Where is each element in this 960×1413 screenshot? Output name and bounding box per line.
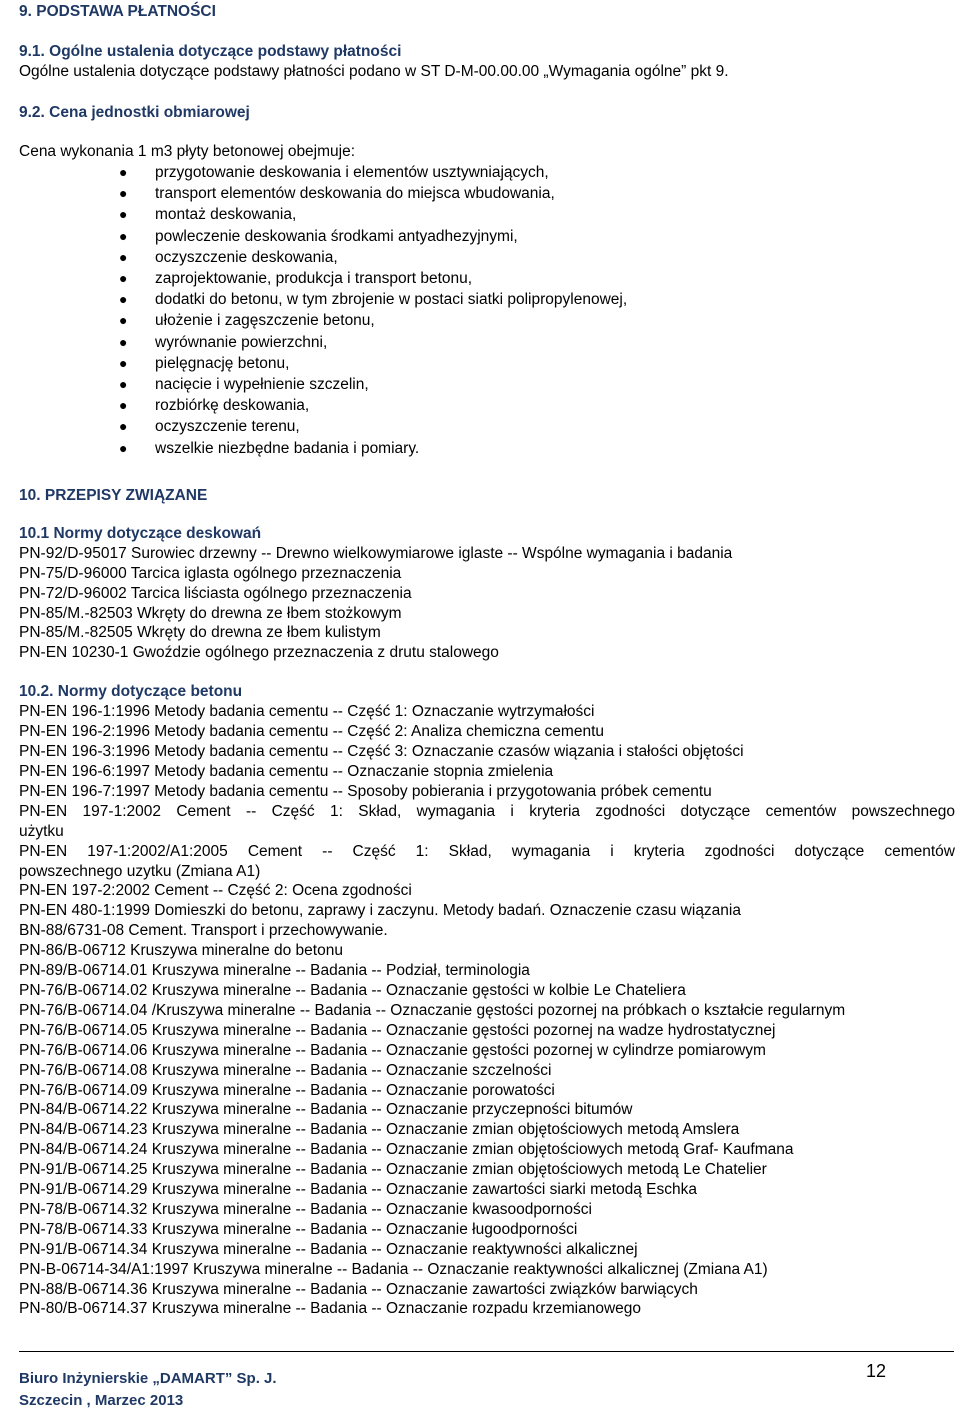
list-item	[19, 268, 955, 289]
list-item	[19, 183, 955, 204]
bullet-icon: ●	[119, 270, 128, 287]
list-item-text: pielęgnację betonu,	[155, 354, 290, 372]
bullet-icon: ●	[119, 227, 128, 244]
bullet-icon: ●	[119, 376, 128, 393]
standard-item-continuation: powszechnego uzytku (Zmiana A1)	[19, 862, 261, 880]
list-item-text: transport elementów deskowania do miejsca wbudowania,	[155, 185, 555, 203]
list-item	[19, 226, 955, 247]
standard-item: PN-EN 196-7:1997 Metody badania cementu -- Sposoby pobierania i przygotowania próbek cementu	[19, 782, 712, 800]
list-item-text: zaprojektowanie, produkcja i transport betonu,	[155, 270, 473, 288]
standard-item: PN-EN 197-1:2002 Cement -- Część 1: Skład, wymagania i kryteria zgodności dotyczące cementów powszechnego	[19, 802, 955, 820]
bullet-icon: ●	[119, 439, 128, 456]
standard-item: PN-EN 196-3:1996 Metody badania cementu -- Część 3: Oznaczanie czasów wiązania i stałości objętości	[19, 743, 744, 761]
section-10-1-title: 10.1 Normy dotyczące deskowań	[19, 524, 262, 542]
standard-item: PN-91/B-06714.29 Kruszywa mineralne -- Badania -- Oznaczanie zawartości siarki metodą Eschka	[19, 1181, 697, 1199]
cost-components-list	[19, 162, 955, 459]
standard-item: PN-78/B-06714.32 Kruszywa mineralne -- Badania -- Oznaczanie kwasoodporności	[19, 1200, 592, 1218]
bullet-icon: ●	[119, 418, 128, 435]
section-9-2-title: 9.2. Cena jednostki obmiarowej	[19, 104, 250, 121]
standard-item: PN-76/B-06714.04 /Kruszywa mineralne -- Badania -- Oznaczanie gęstości pozornej na próbkach o kształcie regularnym	[19, 1001, 846, 1019]
standard-item: PN-B-06714-34/A1:1997 Kruszywa mineralne -- Badania -- Oznaczanie reaktywności alkalicznej (Zmiana A1)	[19, 1260, 768, 1278]
bullet-icon: ●	[119, 206, 128, 223]
bullet-icon: ●	[119, 291, 128, 308]
list-item	[19, 247, 955, 268]
standard-item: PN-76/B-06714.09 Kruszywa mineralne -- Badania -- Oznaczanie porowatości	[19, 1081, 555, 1099]
standard-item-continuation: użytku	[19, 822, 64, 840]
bullet-icon: ●	[119, 164, 128, 180]
bullet-icon: ●	[119, 248, 128, 265]
list-item-text: wszelkie niezbędne badania i pomiary.	[155, 439, 420, 457]
list-item-text: dodatki do betonu, w tym zbrojenie w postaci siatki polipropylenowej,	[155, 291, 628, 309]
standard-item: PN-EN 480-1:1999 Domieszki do betonu, zaprawy i zaczynu. Metody badań. Oznaczenie czasu wiązania	[19, 902, 741, 920]
standard-item: PN-EN 10230-1 Gwoździe ogólnego przeznaczenia z drutu stalowego	[19, 644, 499, 662]
list-item	[19, 162, 955, 183]
standard-item: PN-80/B-06714.37 Kruszywa mineralne -- Badania -- Oznaczanie rozpadu krzemianowego	[19, 1300, 642, 1318]
standard-item: PN-76/B-06714.02 Kruszywa mineralne -- Badania -- Oznaczanie gęstości w kolbie Le Chateliera	[19, 981, 686, 999]
footer-divider	[19, 1351, 954, 1352]
section-9-2-intro: Cena wykonania 1 m3 płyty betonowej obejmuje:	[19, 143, 356, 160]
section-9-title: 9. PODSTAWA PŁATNOŚCI	[19, 3, 216, 20]
standard-item: PN-85/M.-82505 Wkręty do drewna ze łbem kulistym	[19, 624, 381, 642]
standard-item: PN-EN 196-2:1996 Metody badania cementu -- Część 2: Analiza chemiczna cementu	[19, 723, 604, 741]
list-item-text: wyrównanie powierzchni,	[155, 333, 328, 351]
list-item	[19, 310, 955, 331]
standard-item: PN-76/B-06714.08 Kruszywa mineralne -- Badania -- Oznaczanie szczelności	[19, 1061, 552, 1079]
standard-item: PN-72/D-96002 Tarcica liściasta ogólnego przeznaczenia	[19, 584, 412, 602]
standard-item: PN-86/B-06712 Kruszywa mineralne do betonu	[19, 942, 343, 960]
standard-item: PN-76/B-06714.05 Kruszywa mineralne -- Badania -- Oznaczanie gęstości pozornej na wadze hydrostatycznej	[19, 1021, 776, 1039]
bullet-icon: ●	[119, 312, 128, 329]
standard-item: PN-76/B-06714.06 Kruszywa mineralne -- Badania -- Oznaczanie gęstości pozornej w cylindrze pomiarowym	[19, 1041, 766, 1059]
list-item	[19, 395, 955, 416]
list-item	[19, 204, 955, 225]
standard-item: PN-78/B-06714.33 Kruszywa mineralne -- Badania -- Oznaczanie ługoodporności	[19, 1220, 578, 1238]
standard-item: PN-EN 197-1:2002/A1:2005 Cement -- Część 1: Skład, wymagania i kryteria zgodności dotyczące cementów	[19, 842, 955, 860]
standard-item: PN-EN 196-6:1997 Metody badania cementu -- Oznaczanie stopnia zmielenia	[19, 763, 554, 780]
list-item-text: oczyszczenie terenu,	[155, 418, 300, 436]
list-item	[19, 332, 955, 353]
list-item-text: rozbiórkę deskowania,	[155, 397, 310, 415]
list-item	[19, 289, 955, 310]
list-item-text: montaż deskowania,	[155, 206, 297, 224]
list-item	[19, 438, 955, 459]
section-9-1-title: 9.1. Ogólne ustalenia dotyczące podstawy płatności	[19, 43, 402, 60]
list-item	[19, 374, 955, 395]
standard-item: PN-85/M.-82503 Wkręty do drewna ze łbem stożkowym	[19, 604, 402, 622]
bullet-icon: ●	[119, 354, 128, 371]
list-item-text: nacięcie i wypełnienie szczelin,	[155, 376, 369, 394]
standard-item: PN-84/B-06714.24 Kruszywa mineralne -- Badania -- Oznaczanie zmian objętościowych metodą Graf- Kaufmana	[19, 1141, 794, 1159]
standard-item: PN-92/D-95017 Surowiec drzewny -- Drewno wielkowymiarowe iglaste -- Wspólne wymagania i badania	[19, 544, 733, 562]
document-page	[19, 0, 955, 1319]
section-10-2-title: 10.2. Normy dotyczące betonu	[19, 683, 243, 701]
standard-item: PN-EN 196-1:1996 Metody badania cementu -- Część 1: Oznaczanie wytrzymałości	[19, 703, 595, 721]
page-number: 12	[866, 1361, 887, 1381]
list-item	[19, 353, 955, 374]
formwork-standards-list	[19, 544, 955, 663]
list-item	[19, 416, 955, 437]
standard-item: PN-75/D-96000 Tarcica iglasta ogólnego przeznaczenia	[19, 564, 402, 582]
list-item-text: oczyszczenie deskowania,	[155, 248, 338, 266]
standard-item: PN-91/B-06714.34 Kruszywa mineralne -- Badania -- Oznaczanie reaktywności alkalicznej	[19, 1240, 638, 1258]
standard-item: PN-EN 197-2:2002 Cement -- Część 2: Ocena zgodności	[19, 882, 412, 900]
standard-item: PN-89/B-06714.01 Kruszywa mineralne -- Badania -- Podział, terminologia	[19, 962, 530, 980]
section-10-title: 10. PRZEPISY ZWIĄZANE	[19, 486, 208, 504]
footer-company: Biuro Inżynierskie „DAMART” Sp. J.	[19, 1370, 277, 1387]
bullet-icon: ●	[119, 333, 128, 350]
standard-item: PN-84/B-06714.22 Kruszywa mineralne -- Badania -- Oznaczanie przyczepności bitumów	[19, 1101, 633, 1119]
standard-item: PN-84/B-06714.23 Kruszywa mineralne -- Badania -- Oznaczanie zmian objętościowych metodą Amslera	[19, 1121, 740, 1139]
footer-place-date: Szczecin , Marzec 2013	[19, 1392, 184, 1409]
list-item-text: powleczenie deskowania środkami antyadhezyjnymi,	[155, 227, 518, 245]
standard-item: PN-91/B-06714.25 Kruszywa mineralne -- Badania -- Oznaczanie zmian objętościowych metodą Le Chatelier	[19, 1161, 767, 1179]
bullet-icon: ●	[119, 397, 128, 414]
list-item-text: ułożenie i zagęszczenie betonu,	[155, 312, 375, 330]
concrete-standards-list	[19, 702, 955, 1319]
list-item-text: przygotowanie deskowania i elementów usztywniających,	[155, 164, 549, 181]
bullet-icon: ●	[119, 185, 128, 202]
standard-item: PN-88/B-06714.36 Kruszywa mineralne -- Badania -- Oznaczanie zawartości związków barwiących	[19, 1280, 698, 1298]
section-9-1-text: Ogólne ustalenia dotyczące podstawy płatności podano w ST D-M-00.00.00 „Wymagania ogólne” pkt 9.	[19, 63, 729, 80]
standard-item: BN-88/6731-08 Cement. Transport i przechowywanie.	[19, 922, 388, 940]
